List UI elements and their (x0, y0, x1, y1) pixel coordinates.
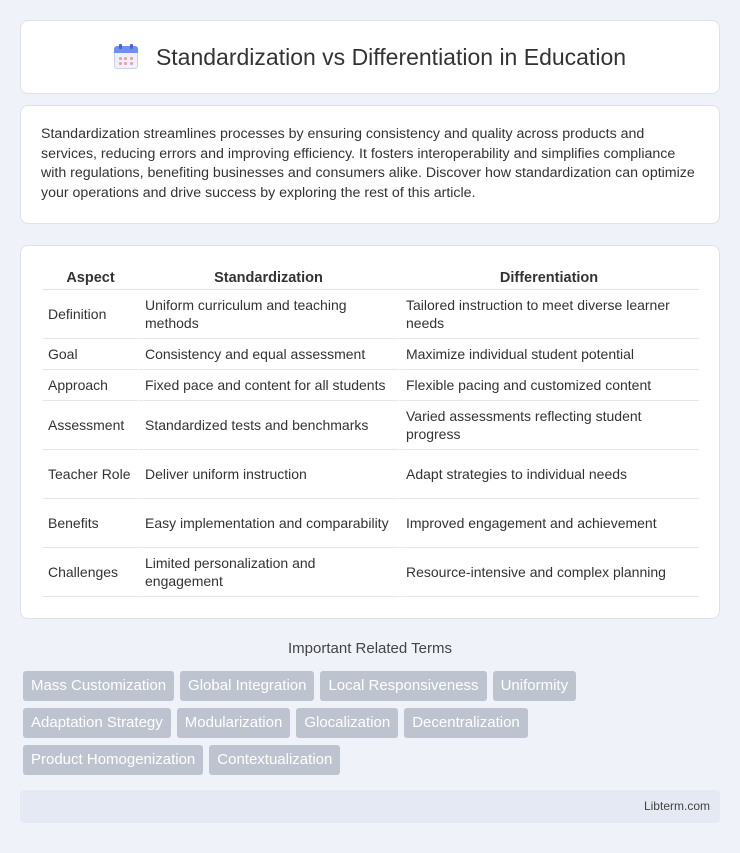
differentiation-cell: Tailored instruction to meet diverse learner needs (399, 290, 699, 339)
differentiation-cell: Flexible pacing and customized content (399, 370, 699, 401)
related-terms-title: Important Related Terms (288, 640, 452, 657)
standardization-cell: Consistency and equal assessment (138, 339, 399, 370)
aspect-cell: Benefits (43, 499, 138, 548)
differentiation-cell: Varied assessments reflecting student progress (399, 401, 699, 450)
standardization-cell: Limited personalization and engagement (138, 548, 399, 597)
related-term-tag[interactable]: Contextualization (209, 745, 340, 775)
standardization-cell: Easy implementation and comparability (138, 499, 399, 548)
comparison-table (43, 266, 699, 597)
related-term-tag[interactable]: Adaptation Strategy (23, 708, 171, 738)
comparison-table-card (20, 245, 720, 619)
differentiation-cell: Improved engagement and achievement (399, 499, 699, 548)
related-term-tag[interactable]: Glocalization (296, 708, 398, 738)
differentiation-cell: Resource-intensive and complex planning (399, 548, 699, 597)
aspect-cell: Goal (43, 339, 138, 370)
differentiation-cell: Adapt strategies to individual needs (399, 450, 699, 499)
differentiation-cell: Maximize individual student potential (399, 339, 699, 370)
table-row (43, 370, 699, 401)
intro-card (20, 105, 720, 224)
calendar-icon (114, 44, 138, 70)
related-term-tag[interactable]: Local Responsiveness (320, 671, 486, 701)
table-row (43, 548, 699, 597)
page-title: Standardization vs Differentiation in Education (155, 43, 627, 70)
related-term-tag[interactable]: Mass Customization (23, 671, 174, 701)
header-card (20, 20, 720, 94)
standardization-cell: Standardized tests and benchmarks (138, 401, 399, 450)
table-row (43, 290, 699, 339)
aspect-cell: Approach (43, 370, 138, 401)
standardization-cell: Deliver uniform instruction (138, 450, 399, 499)
table-row (43, 450, 699, 499)
column-header-aspect: Aspect (43, 266, 138, 290)
aspect-cell: Challenges (43, 548, 138, 597)
column-header-differentiation: Differentiation (399, 266, 699, 290)
footer-site-link[interactable]: Libterm.com (643, 799, 710, 813)
aspect-cell: Teacher Role (43, 450, 138, 499)
related-terms-list (23, 671, 723, 782)
intro-text: Standardization streamlines processes by ensuring consistency and quality across products and services, reducing errors and improving efficiency. It fosters interoperability and simplifies compliance with regulations, benefiting businesses and consumers alike. Discover how standardization can optimize your operations and drive success by exploring the rest of this article. (41, 126, 695, 201)
table-row (43, 401, 699, 450)
footer (20, 790, 720, 823)
related-term-tag[interactable]: Product Homogenization (23, 745, 203, 775)
table-header-row (43, 266, 699, 290)
table-row (43, 339, 699, 370)
related-term-tag[interactable]: Decentralization (404, 708, 528, 738)
aspect-cell: Definition (43, 290, 138, 339)
standardization-cell: Fixed pace and content for all students (138, 370, 399, 401)
related-term-tag[interactable]: Modularization (177, 708, 291, 738)
related-term-tag[interactable]: Global Integration (180, 671, 314, 701)
related-term-tag[interactable]: Uniformity (493, 671, 577, 701)
standardization-cell: Uniform curriculum and teaching methods (138, 290, 399, 339)
aspect-cell: Assessment (43, 401, 138, 450)
table-row (43, 499, 699, 548)
column-header-standardization: Standardization (138, 266, 399, 290)
